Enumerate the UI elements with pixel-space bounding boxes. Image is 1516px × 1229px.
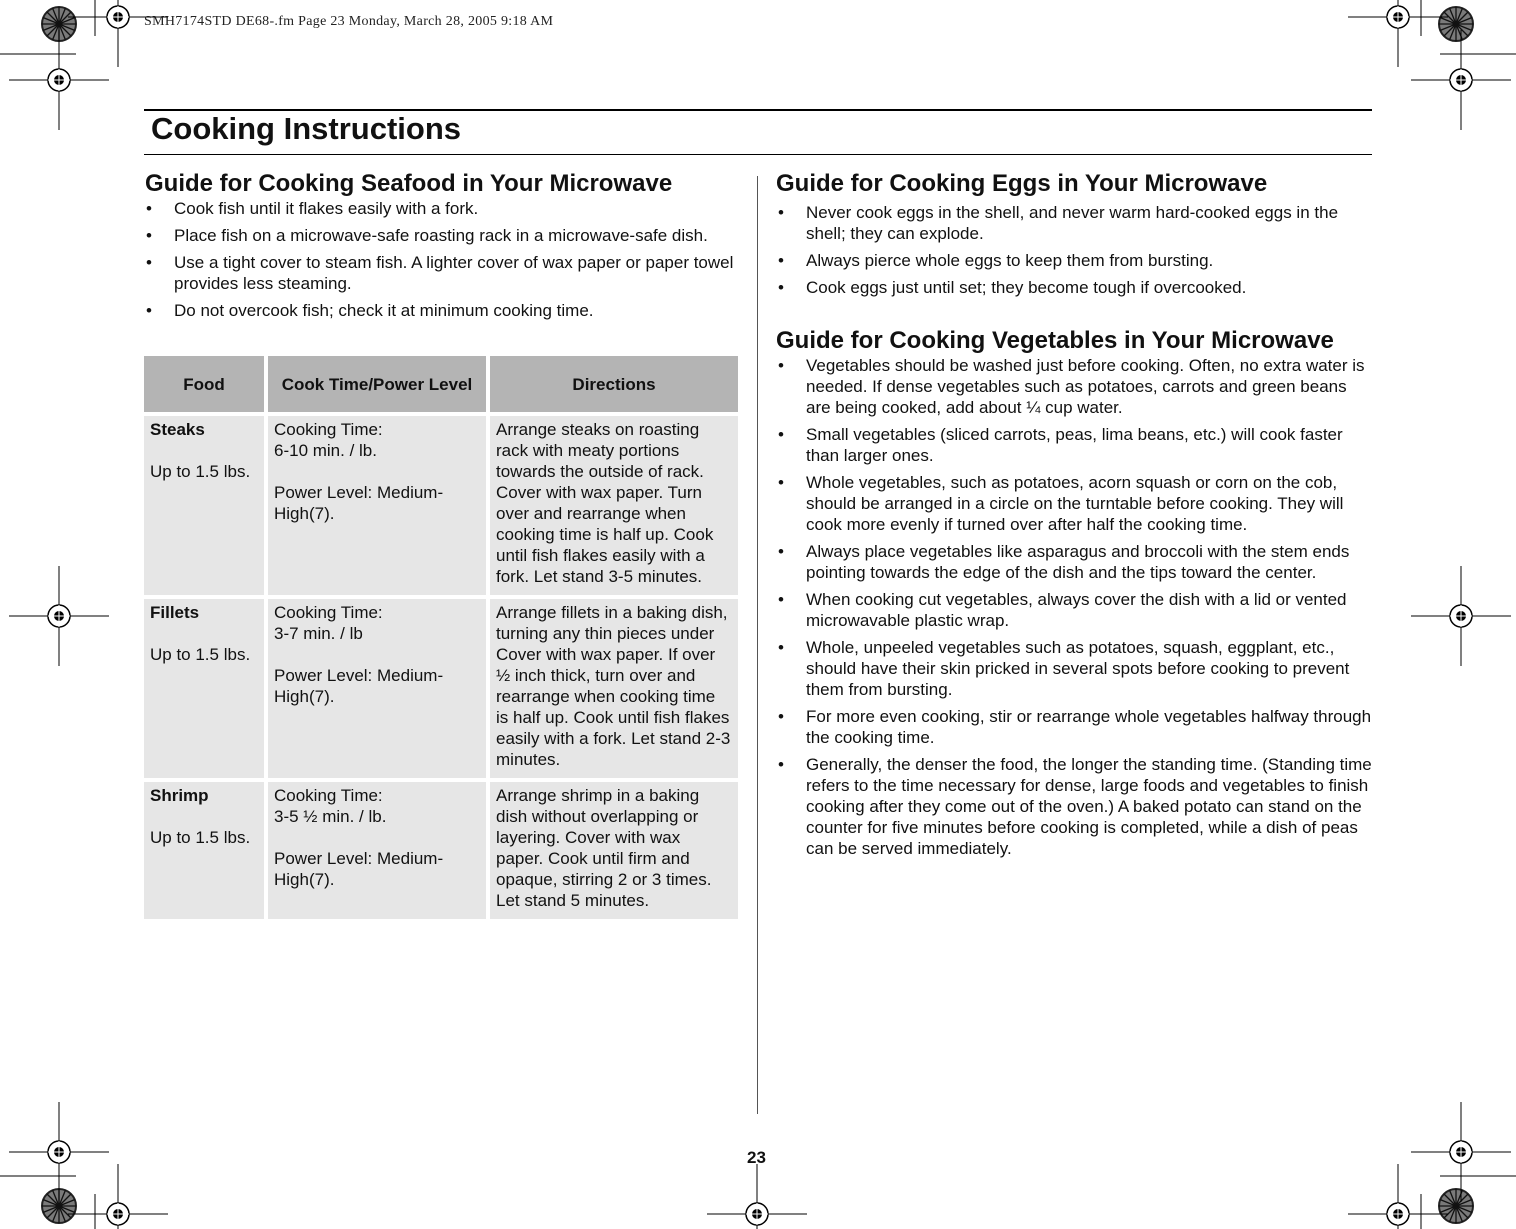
vegetables-section-title: Guide for Cooking Vegetables in Your Microwave [776,327,1334,354]
cook-time-cell [268,782,486,919]
directions-cell: Arrange fillets in a baking dish, turning any thin pieces under Cover with wax paper. If over ½ inch thick, turn over and rearrange when cooking time is half up. Cook until fish flakes easily with a fork. Let stand 2-3 minutes. [490,599,738,778]
list-item: • Small vegetables (sliced carrots, peas, lima beans, etc.) will cook faster than larger ones. [776,424,1372,466]
food-amount: Up to 1.5 lbs. [150,462,251,481]
food-cell [144,782,264,919]
column-divider [757,176,758,1114]
list-item: • Cook eggs just until set; they become tough if overcooked. [776,277,1372,298]
seafood-cooking-table [140,352,742,923]
column-header-food: Food [144,356,264,412]
food-name: Fillets [150,603,200,622]
food-amount: Up to 1.5 lbs. [150,645,251,664]
directions-cell: Arrange shrimp in a baking dish without overlapping or layering. Cover with wax paper. Cook until firm and opaque, stirring 2 or 3 times. Let stand 5 minutes. [490,782,738,919]
seafood-tips-list [144,198,740,327]
list-item: • When cooking cut vegetables, always cover the dish with a lid or vented microwavable plastic wrap. [776,589,1372,631]
column-header-cook-time: Cook Time/Power Level [268,356,486,412]
list-item: • For more even cooking, stir or rearrange whole vegetables halfway through the cooking time. [776,706,1372,748]
file-slug: SMH7174STD DE68-.fm Page 23 Monday, March 28, 2005 9:18 AM [144,14,554,29]
cook-time-value: 3-5 ½ min. / lb. [274,807,387,826]
vegetables-tips-list [776,355,1372,865]
power-level: Power Level: Medium-High(7). [274,666,444,706]
food-cell [144,416,264,595]
list-item: • Generally, the denser the food, the longer the standing time. (Standing time refers to the time necessary for dense, large foods and vegetables to finish cooking after they come out of the oven.) A baked potato can stand on the counter for five minutes before cooking is completed, while a dish of peas can be served immediately. [776,754,1372,859]
power-level: Power Level: Medium-High(7). [274,483,444,523]
column-header-directions: Directions [490,356,738,412]
cook-time-value: 6-10 min. / lb. [274,441,377,460]
food-name: Shrimp [150,786,209,805]
food-cell [144,599,264,778]
list-item: • Vegetables should be washed just before cooking. Often, no extra water is needed. If dense vegetables such as potatoes, carrots and green beans are being cooked, add about ¼ cup water. [776,355,1372,418]
food-amount: Up to 1.5 lbs. [150,828,251,847]
list-item: • Always place vegetables like asparagus and broccoli with the stem ends pointing towards the edge of the dish and the tips toward the center. [776,541,1372,583]
list-item: • Cook fish until it flakes easily with a fork. [144,198,740,219]
list-item: • Use a tight cover to steam fish. A lighter cover of wax paper or paper towel provides less steaming. [144,252,740,294]
list-item: • Do not overcook fish; check it at minimum cooking time. [144,300,740,321]
eggs-tips-list [776,202,1372,304]
list-item: • Always pierce whole eggs to keep them from bursting. [776,250,1372,271]
list-item: • Whole vegetables, such as potatoes, acorn squash or corn on the cob, should be arranged in a circle on the turntable before cooking. They will cook more evenly if turned over after half the cooking time. [776,472,1372,535]
cook-time-value: 3-7 min. / lb [274,624,363,643]
list-item: • Whole, unpeeled vegetables such as potatoes, squash, eggplant, etc., should have their skin pricked in several spots before cooking to prevent them from bursting. [776,637,1372,700]
list-item: • Place fish on a microwave-safe roasting rack in a microwave-safe dish. [144,225,740,246]
power-level: Power Level: Medium-High(7). [274,849,444,889]
seafood-section-title: Guide for Cooking Seafood in Your Microwave [145,170,673,197]
eggs-section-title: Guide for Cooking Eggs in Your Microwave [776,170,1268,197]
directions-cell: Arrange steaks on roasting rack with meaty portions towards the outside of rack. Cover with wax paper. Turn over and rearrange when cooking time is half up. Cook until fish flakes easily with a fork. Let stand 3-5 minutes. [490,416,738,595]
cook-time-label: Cooking Time: [274,420,383,439]
food-name: Steaks [150,420,205,439]
page-number: 23 [747,1148,766,1167]
table-row [144,599,738,778]
table-row [144,416,738,595]
table-row [144,782,738,919]
table-header-row [144,356,738,412]
cook-time-cell [268,416,486,595]
page-title: Cooking Instructions [151,111,461,146]
list-item: • Never cook eggs in the shell, and never warm hard-cooked eggs in the shell; they can explode. [776,202,1372,244]
cook-time-label: Cooking Time: [274,603,383,622]
cook-time-cell [268,599,486,778]
header-rule-bottom [144,154,1372,155]
cook-time-label: Cooking Time: [274,786,383,805]
